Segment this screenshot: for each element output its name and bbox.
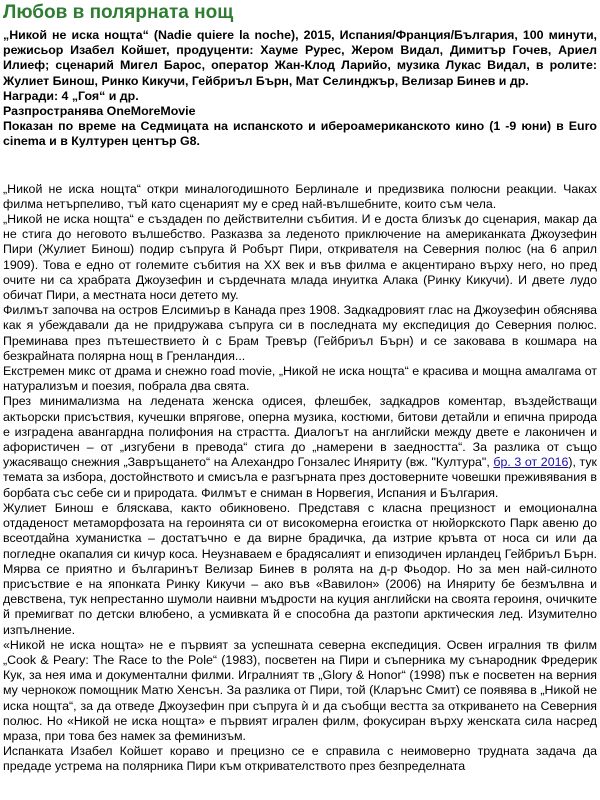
paragraph-7: «Никой не иска нощта» не е първият за успешната северна експедиция. Освен игралния тв филм „Cook & Peary: The Race to the Pole“ (1983), посветен на Пири и съперника му сънародник Фредерик Кук, за нея има и документални филми. Игралният тв „Glory & Honor“ (1998) пък е посветен на верния му чернокож помощник Матю Хенсън. За разлика от Пири, той (Кларънс Смит) се появява в „Никой не иска нощта“, за да отведе Джоузефин при съпруга ѝ и да съобщи вестта за откриването на Северния полюс. Но «Никой не иска нощта» е първият игрален филм, фокусиран върху женската сила насред мраза, при това без намек за феминизъм. <box>3 637 597 743</box>
film-info <box>3 28 597 150</box>
film-distribution: Разпространява OneMoreMovie <box>3 104 196 119</box>
paragraph-6: Жулиет Бинош е бляскава, както обикновено. Представя с класна прецизност и емоционална отдаденост метаморфозата на героинята си от високомерна егоистка от нюйоркското Парк авеню до всеотдайна хуманистка – достатъчно е да вирне брадичка, да изтрие кръвта от носа си или да погледне окапалия си кичур коса. Неузнаваем е брадясалият и епизодичен ирландец Гейбриъл Бърн. Мярва се приятно и българинът Велизар Бинев в ролята на д-р Фьодор. Но за мен най-силното присъствие е на японката Ринку Кикучи – ако във «Вавилон» (2006) на Иняриту бе безмълвна и девствена, тук непрестанно шумоли наивни мъдрости на куция английски на своята героиня, очичките й премигват по детски влюбено, а усмивката й е способна да разтопи арктическия лед. Изумително изпълнение. <box>3 500 597 637</box>
paragraph-5 <box>3 394 597 500</box>
kultura-issue-link[interactable]: бр. 3 от 2016 <box>493 455 569 470</box>
paragraph-8: Испанката Изабел Койшет кораво и прецизно се е справила с неимоверно трудната задача да предаде устрема на полярника Пири към откривателството през безпределната <box>3 744 597 774</box>
paragraph-1: „Никой не иска нощта“ откри миналогодишното Берлинале и предизвика полюсни реакции. Чаках филма нетърпеливо, тъй като сценарият му е сред най-вълшебните, които съм чела. <box>3 181 597 211</box>
article-body <box>3 182 597 775</box>
paragraph-5-text-a: През минимализма на ледената женска одисея, флешбек, задкадров коментар, въздействащи актьорски присъствия, кучешки впрягове, оперна музика, костюми, битови детайли и епична природа е изградена авангардна полифония на страстта. Диалогът на английски между двете е лаконичен и афористичен – от „изгубени в превода“ стига до „намерени в заедността“. За разлика от също ужасяващо снежния „Завръщането“ на Алехандро Гонзалес Иняриту (вж. "Култура", <box>3 394 597 470</box>
film-awards: Награди: 4 „Гоя“ и др. <box>3 88 139 103</box>
film-screening: Показан по време на Седмицата на испанското и ибероамериканското кино (1 -9 юни) в Euro cinema и в Културен център G8. <box>3 119 597 149</box>
paragraph-2: „Никой не иска нощта“ е създаден по действителни събития. И е доста близък до сценария, макар да не стига до неговото вълшебство. Разказва за леденото приключение на американката Джоузефин Пири (Жулиет Бинош) подир съпруга й Робърт Пири, откривателя на Северния полюс (на 6 април 1909). Това е едно от големите събития на XX век и във филма е акцентирано върху него, но пред очите ни са храбрата Джоузефин и сърдечната млада инуитка Алака (Ринку Кикучи). И двете лудо обичат Пири, а местната носи детето му. <box>3 212 597 303</box>
paragraph-4: Екстремен микс от драма и снежно road movie, „Никой не иска нощта“ е красива и мощна амалгама от натурализъм и поезия, побрала два свята. <box>3 364 597 394</box>
paragraph-3: Филмът започва на остров Елсимиър в Канада през 1908. Задкадровият глас на Джоузефин обяснява как я убеждавали да не придружава съпруга си в последната му експедиция до Северния полюс. Преминава през пътешествието ѝ с Брам Тревър (Гейбриъл Бърн) и се заковава в кошмара на безкрайната полярна нощ в Гренландия... <box>3 303 597 363</box>
film-credits: „Никой не иска нощта“ (Nadie quiere la noche), 2015, Испания/Франция/България, 100 минути, режисьор Изабел Койшет, продуценти: Хауме Рурес, Жером Видал, Димитър Гочев, Ариел Илиеф; сценарий Мигел Барос, оператор Жан-Клод Ларийо, музика Лукас Видал, в ролите: Жулиет Бинош, Ринко Кикучи, Гейбриъл Бърн, Мат Селинджър, Велизар Бинев и др. <box>3 28 597 88</box>
article-title: Любов в полярната нощ <box>3 2 234 23</box>
section-gap <box>3 150 597 182</box>
paragraph-5-text-b: ), тук темата за избора, достойнството и смисъла е разгърната през достоверните човешки преживявания в борбата със себе си и природата. Филмът е сниман в Норвегия, Испания и България. <box>3 455 597 500</box>
